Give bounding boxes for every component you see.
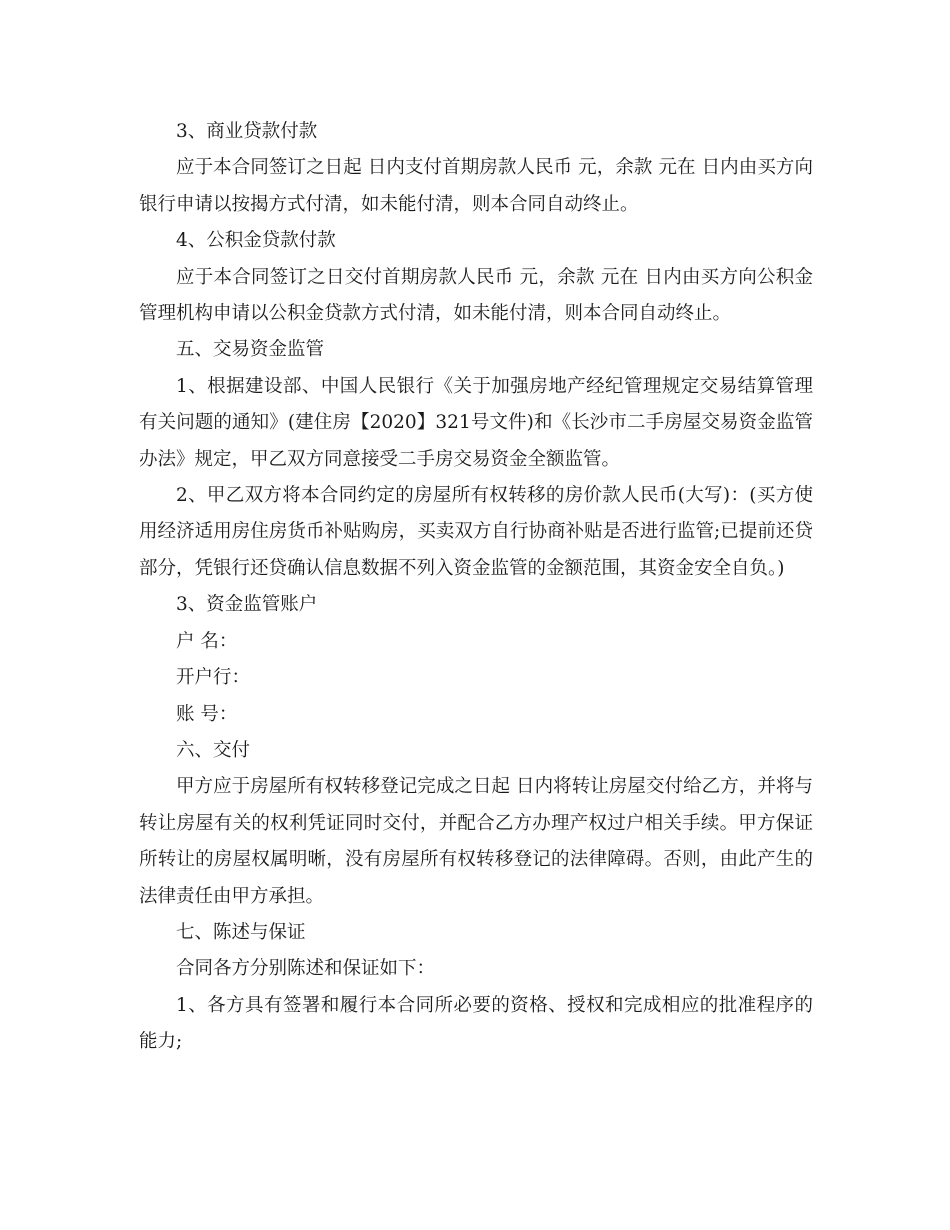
document-body	[139, 114, 813, 1061]
section-heading-delivery: 六、交付	[176, 739, 251, 761]
field-account-name: 户 名：	[176, 630, 238, 652]
paragraph-commercial-loan-terms: 应于本合同签订之日起 日内支付首期房款人民币 元，余款 元在 日内由买方向银行申请以按揭方式付清，如未能付清，则本合同自动终止。	[139, 157, 813, 215]
paragraph-representation-1: 1、各方具有签署和履行本合同所必要的资格、授权和完成相应的批准程序的能力;	[139, 994, 813, 1053]
heading-provident-fund-loan-payment: 4、公积金贷款付款	[176, 230, 336, 252]
heading-commercial-loan-payment: 3、商业贷款付款	[176, 121, 318, 142]
heading-supervision-account: 3、资金监管账户	[176, 594, 318, 616]
paragraph-supervision-regulation: 1、根据建设部、中国人民银行《关于加强房地产经纪管理规定交易结算管理有关问题的通知》(建住房【2020】321号文件)和《长沙市二手房屋交易资金监管办法》规定，甲乙双方同意接受二手房交易资金全额监管。	[139, 375, 813, 470]
paragraph-provident-fund-loan-terms: 应于本合同签订之日交付首期房款人民币 元，余款 元在 日内由买方向公积金管理机构申请以公积金贷款方式付清，如未能付清，则本合同自动终止。	[139, 266, 813, 325]
field-opening-bank: 开户行：	[176, 667, 251, 689]
paragraph-representations-intro: 合同各方分别陈述和保证如下：	[176, 958, 436, 980]
section-heading-fund-supervision: 五、交易资金监管	[176, 339, 325, 361]
field-account-number: 账 号：	[176, 703, 238, 725]
paragraph-delivery-terms: 甲方应于房屋所有权转移登记完成之日起 日内将转让房屋交付给乙方，并将与转让房屋有关的权利凭证同时交付，并配合乙方办理产权过户相关手续。甲方保证所转让的房屋权属明晰，没有房屋所有权转移登记的法律障碍。否则，由此产生的法律责任由甲方承担。	[139, 776, 813, 907]
section-heading-representations: 七、陈述与保证	[176, 921, 306, 943]
paragraph-supervised-amount: 2、甲乙双方将本合同约定的房屋所有权转移的房价款人民币(大写)：(买方使用经济适用房住房货币补贴购房，买卖双方自行协商补贴是否进行监管;已提前还贷部分，凭银行还贷确认信息数据不列入资金监管的金额范围，其资金安全自负。)	[139, 485, 813, 579]
